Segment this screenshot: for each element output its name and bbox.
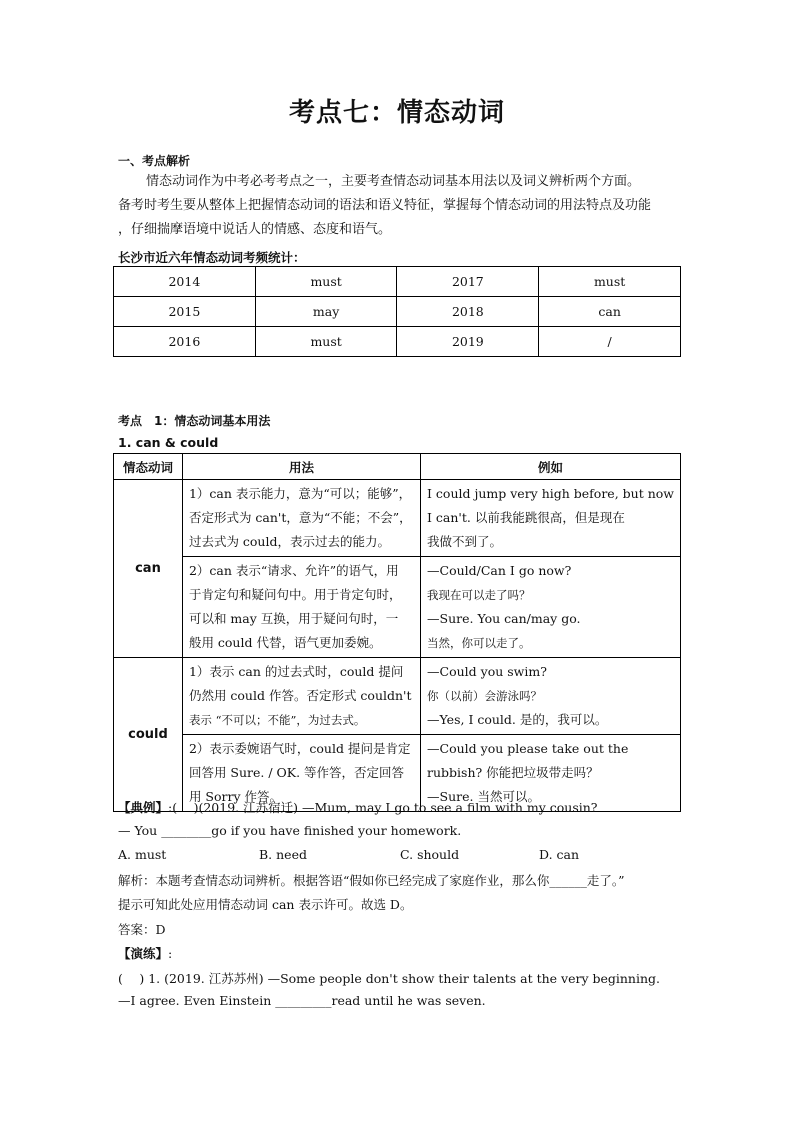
header-cell-verb: 情态动词 [114,454,183,480]
example-line: 当然，你可以走了。 [427,636,531,650]
table-row [114,297,681,327]
point1-subheading: 1. can & could [118,435,219,450]
table-header-row [114,454,681,480]
practice-heading [118,944,172,962]
frequency-table [113,266,681,357]
example-line: 你（以前）会游泳吗？ [427,689,543,703]
paragraph-line-1: 情态动词作为中考必考考点之一，主要考查情态动词基本用法以及词义辨析两个方面。 [146,174,641,189]
table-row [114,327,681,357]
table-cell: 2017 [397,267,539,297]
example-line: —Sure. 当然可以。 [427,789,540,804]
analysis-line-1: 解析：本题考查情态动词辨析。根据答语“假如你已经完成了家庭作业，那么你______走了。” [118,873,625,888]
paragraph-line-3: ，仔细揣摩语境中说话人的情感、态度和语气。 [118,222,392,237]
example-line: —Could/Can I go now? [427,563,572,578]
example-line: —Yes, I could. 是的，我可以。 [427,712,608,727]
option-d: D. can [539,847,580,862]
page-title: 考点七：情态动词 [288,98,505,128]
table-row [114,480,681,557]
example-cell [421,557,681,658]
practice-question-1-line2: —I agree. Even Einstein _________read until he was seven. [118,993,486,1008]
table-cell: 2019 [397,327,539,357]
table-cell: 2015 [114,297,256,327]
usage-line: 用 Sorry 作答。 [188,789,282,804]
paragraph-line-2: 备考时考生要从整体上把握情态动词的语法和语义特征，掌握每个情态动词的用法特点及功能 [118,198,652,213]
example-label: 【典例】 [118,800,169,815]
example-line: —Could you please take out the [427,741,629,756]
usage-line: 可以和 may 互换，用于疑问句时，一 [188,611,399,626]
usage-line: 1）can 表示能力，意为“可以；能够”， [188,486,412,501]
table-row [114,658,681,735]
example-line: —Could you swim? [427,664,547,679]
usage-line: 回答用 Sure. / OK. 等作答，否定回答 [188,765,405,780]
usage-line: 2）表示委婉语气时，could 提问是肯定 [188,741,411,756]
usage-line: 2）can 表示“请求、允许”的语气，用 [188,563,399,578]
option-b: B. need [259,847,307,862]
usage-line: 1）表示 can 的过去式时，could 提问 [188,664,404,679]
option-a: A. must [118,847,167,862]
practice-colon: : [168,946,173,961]
section-heading-analysis: 一、考点解析 [118,154,191,168]
verb-cell-could: could [114,658,183,812]
example-cell [421,480,681,557]
example-line: 我现在可以走了吗？ [427,588,531,602]
usage-line: 过去式为 could，表示过去的能力。 [188,534,390,549]
example-line: 我做不到了。 [427,534,503,549]
usage-line: 般用 could 代替，语气更加委婉。 [188,635,382,650]
example-line: rubbish? 你能把垃圾带走吗？ [427,765,599,780]
usage-line: 于肯定句和疑问句中。用于肯定句时， [188,587,402,602]
usage-cell [182,480,420,557]
usage-cell [182,557,420,658]
practice-label: 【演练】 [118,946,169,961]
usage-cell [182,658,420,735]
table-cell: can [539,297,681,327]
example-cell [421,658,681,735]
table-cell: 2016 [114,327,256,357]
example-question-text: :( )(2019. 江苏宿迁) —Mum, may I go to see a film with my cousin? [168,800,598,815]
table-cell: may [255,297,397,327]
table-row [114,267,681,297]
usage-line: 仍然用 could 作答。否定形式 couldn't [188,688,412,703]
table-cell: 2014 [114,267,256,297]
usage-line: 否定形式为 can't，意为“不能；不会”， [188,510,412,525]
table-cell: 2018 [397,297,539,327]
table-cell: must [255,327,397,357]
point1-heading: 考点 1：情态动词基本用法 [118,414,271,428]
stats-heading: 长沙市近六年情态动词考频统计： [118,250,306,265]
usage-line: 表示 “不可以；不能”，为过去式。 [188,713,366,727]
table-cell: must [255,267,397,297]
header-cell-usage: 用法 [182,454,420,480]
example-line: I could jump very high before, but now [427,486,674,501]
example-question-line2: — You ________go if you have finished your homework. [118,823,462,838]
modal-verbs-table [113,453,681,812]
header-cell-example: 例如 [421,454,681,480]
example-question-line1 [118,798,598,816]
analysis-line-2: 提示可知此处应用情态动词 can 表示许可。故选 D。 [118,897,413,912]
table-cell: must [539,267,681,297]
option-c: C. should [400,847,460,862]
verb-cell-can: can [114,480,183,658]
example-line: —Sure. You can/may go. [427,611,581,626]
example-line: I can't. 以前我能跳很高，但是现在 [427,510,625,525]
practice-question-1-line1: ( ) 1. (2019. 江苏苏州) —Some people don't show their talents at the very beginning. [118,971,661,986]
answer-line: 答案：D [118,922,166,937]
table-cell: / [539,327,681,357]
table-row [114,557,681,658]
